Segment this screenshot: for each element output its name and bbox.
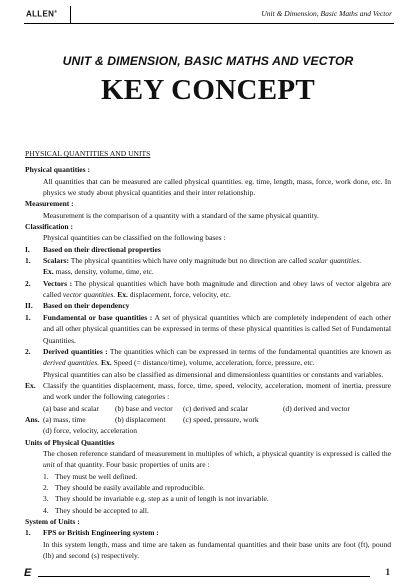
direction-heading: Based on their directional properties [43,244,161,254]
classification-text: Physical quantities can be classified on the following bases : [43,233,226,243]
units-text: The chosen reference standard of measurement in multiples of which, a physical quantity is expressed is called the unit of that quantity. Four basic properties of units are : [43,448,391,470]
units-properties [25,471,391,516]
derived-term: Derived quantities : [43,346,108,356]
footer-rule [38,576,370,577]
measurement-text: Measurement is the comparison of a quantity with a standard of the same physical quantity. [43,210,319,220]
dependency-note: Physical quantities can also be classified as dimensional and dimensionless quantities or constants and variables. [43,369,384,379]
direction-heading-row: I. Based on their directional properties [25,244,391,255]
running-title: Unit & Dimension, Basic Maths and Vector [261,9,392,18]
fps-heading: FPS or British Engineering system : [43,528,159,538]
dependency-heading: Based on their dependency [43,301,130,311]
allen-logo: ALLEN® [26,9,58,19]
fundamental-item: 1. Fundamental or base quantities : A set of physical quantities which are completely independent of each other and all other physical quantities can be expressed in terms of these physical quantities is called Set of Fundamental Quantities. [25,312,391,345]
pq-text: All quantities that can be measured are called physical quantities. eg. time, length, mass, force, work done, etc. In physics we study about physical quantities and their inter relationship. [43,176,391,198]
scalars-term: Scalars: [43,256,69,266]
property-item: 1. They must be well defined. [43,471,138,481]
example-block: Ex. Classify the quantities displacement, mass, force, time, speed, velocity, acceleration, moment of inertia, pressure and work under the following categories : (a) base and scalar (b) base and vector (c) derived and scalar (d) derived and vector [25,380,391,413]
system-heading: System of Units : [25,517,80,526]
footer-mark: E [24,567,32,579]
page-header [0,0,416,50]
fps-item: 1. FPS or British Engineering system : In this system length, mass and time are taken as fundamental quantities and their base units are foot (ft), pound (lb) and second (s) respectively. [25,528,391,561]
measurement-heading: Measurement : [25,199,74,209]
example-options: (a) base and scalar (b) base and vector (c) derived and scalar (d) derived and vector [43,403,350,413]
fundamental-term: Fundamental or base quantities : [43,312,153,322]
header-divider [70,6,71,23]
vectors-item: 2. Vectors : The physical quantities which have both magnitude and direction and obey laws of vector algebra are called vector quantities. Ex. displacement, force, velocity, etc. [25,278,391,300]
pq-heading: Physical quantities : [25,165,90,175]
chapter-title: UNIT & DIMENSION, BASIC MATHS AND VECTOR [62,54,354,68]
derived-item: 2. Derived quantities : The quantities which can be expressed in terms of the fundamental quantities are known as derived quantities. Ex. Speed (= distance/time), volume, acceleration, force, pressure, etc. [25,346,391,368]
page-number: 1 [385,567,390,577]
header-rule [24,23,394,24]
property-item: 4. They should be accepted to all. [43,505,149,515]
property-item: 2. They should be easily available and reproducible. [43,482,205,492]
answer-options: (a) mass, time (b) displacement (c) speed, pressure, work [43,414,259,424]
property-item: 3. They should be invariable e.g. step as a unit of length is not invariable. [43,494,269,504]
units-heading: Units of Physical Quantities [25,437,115,447]
scalars-item: 1. Scalars: The physical quantities which have only magnitude but no direction are called scalar quantities. Ex. mass, density, volume, time, etc. [25,256,362,277]
key-concept-heading: KEY CONCEPT [100,74,316,106]
dependency-heading-row: II. Based on their dependency [25,300,391,311]
example-text: Classify the quantities displacement, mass, force, time, speed, velocity, acceleration, moment of inertia, pressure and work under the following categories : [43,380,391,402]
answer-block: Ans. (a) mass, time (b) displacement (c) speed, pressure, work (d) force, velocity, acceleration [25,414,391,437]
vectors-term: Vectors : [43,278,73,288]
section-title: PHYSICAL QUANTITIES AND UNITS [25,149,151,158]
classification-heading: Classification : [25,222,74,232]
page-body [25,148,391,561]
